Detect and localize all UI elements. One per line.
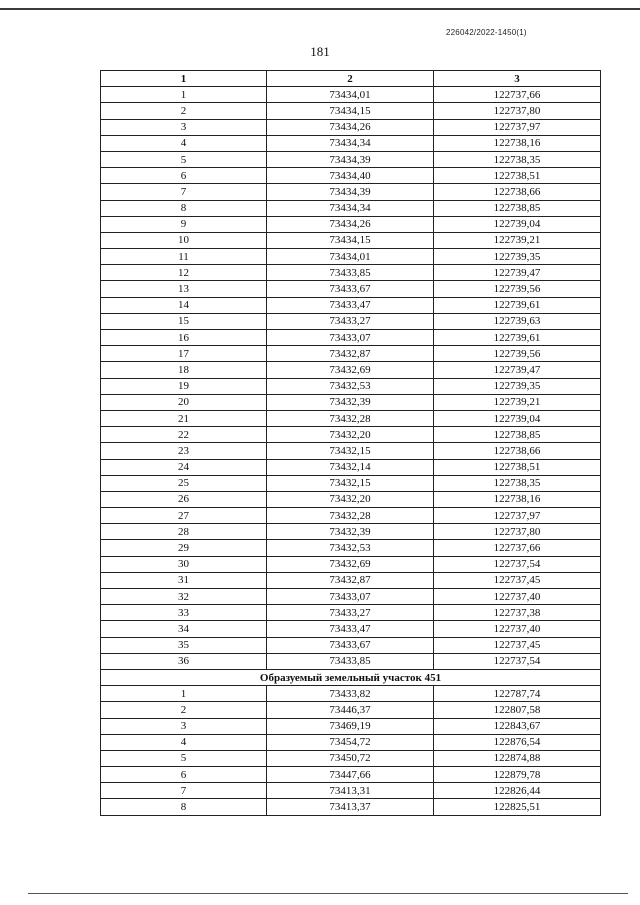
- y-coordinate-cell: 122739,21: [434, 394, 601, 410]
- x-coordinate-cell: 73433,85: [267, 265, 434, 281]
- x-coordinate-cell: 73433,47: [267, 297, 434, 313]
- x-coordinate-cell: 73432,69: [267, 362, 434, 378]
- point-number-cell: 19: [101, 378, 267, 394]
- table-row: [101, 168, 601, 184]
- column-header-3: 3: [434, 71, 601, 87]
- y-coordinate-cell: 122739,47: [434, 362, 601, 378]
- x-coordinate-cell: 73434,34: [267, 200, 434, 216]
- point-number-cell: 15: [101, 313, 267, 329]
- table-row: [101, 653, 601, 669]
- table-row: [101, 799, 601, 815]
- table-row: [101, 459, 601, 475]
- point-number-cell: 11: [101, 249, 267, 265]
- y-coordinate-cell: 122737,66: [434, 87, 601, 103]
- point-number-cell: 5: [101, 151, 267, 167]
- table-row: [101, 750, 601, 766]
- point-number-cell: 7: [101, 184, 267, 200]
- table-row: [101, 605, 601, 621]
- point-number-cell: 14: [101, 297, 267, 313]
- table-row: [101, 249, 601, 265]
- y-coordinate-cell: 122879,78: [434, 767, 601, 783]
- point-number-cell: 5: [101, 750, 267, 766]
- point-number-cell: 31: [101, 572, 267, 588]
- point-number-cell: 13: [101, 281, 267, 297]
- table-row: [101, 119, 601, 135]
- y-coordinate-cell: 122874,88: [434, 750, 601, 766]
- point-number-cell: 28: [101, 524, 267, 540]
- x-coordinate-cell: 73432,14: [267, 459, 434, 475]
- y-coordinate-cell: 122739,61: [434, 297, 601, 313]
- table-row: [101, 491, 601, 507]
- page-number: 181: [310, 44, 330, 59]
- point-number-cell: 32: [101, 589, 267, 605]
- y-coordinate-cell: 122807,58: [434, 702, 601, 718]
- column-header-2: 2: [267, 71, 434, 87]
- y-coordinate-cell: 122738,66: [434, 443, 601, 459]
- x-coordinate-cell: 73432,53: [267, 540, 434, 556]
- table-row: [101, 265, 601, 281]
- table-row: [101, 394, 601, 410]
- table-row: [101, 410, 601, 426]
- top-scan-rule: [0, 8, 640, 10]
- x-coordinate-cell: 73432,15: [267, 443, 434, 459]
- x-coordinate-cell: 73434,15: [267, 232, 434, 248]
- point-number-cell: 30: [101, 556, 267, 572]
- table-row: [101, 232, 601, 248]
- table-row: [101, 508, 601, 524]
- y-coordinate-cell: 122737,66: [434, 540, 601, 556]
- point-number-cell: 3: [101, 119, 267, 135]
- x-coordinate-cell: 73450,72: [267, 750, 434, 766]
- table-row: [101, 313, 601, 329]
- y-coordinate-cell: 122737,38: [434, 605, 601, 621]
- point-number-cell: 2: [101, 702, 267, 718]
- x-coordinate-cell: 73434,26: [267, 119, 434, 135]
- table-row: [101, 686, 601, 702]
- point-number-cell: 27: [101, 508, 267, 524]
- point-number-cell: 16: [101, 330, 267, 346]
- y-coordinate-cell: 122843,67: [434, 718, 601, 734]
- point-number-cell: 29: [101, 540, 267, 556]
- y-coordinate-cell: 122737,54: [434, 556, 601, 572]
- table-row: [101, 200, 601, 216]
- x-coordinate-cell: 73434,15: [267, 103, 434, 119]
- document-id: 226042/2022-1450(1): [446, 28, 527, 37]
- point-number-cell: 22: [101, 427, 267, 443]
- y-coordinate-cell: 122738,35: [434, 151, 601, 167]
- y-coordinate-cell: 122737,54: [434, 653, 601, 669]
- table-row: [101, 783, 601, 799]
- x-coordinate-cell: 73434,01: [267, 87, 434, 103]
- y-coordinate-cell: 122738,16: [434, 135, 601, 151]
- y-coordinate-cell: 122739,56: [434, 346, 601, 362]
- section-title-row: [101, 669, 601, 685]
- point-number-cell: 26: [101, 491, 267, 507]
- point-number-cell: 17: [101, 346, 267, 362]
- point-number-cell: 25: [101, 475, 267, 491]
- point-number-cell: 10: [101, 232, 267, 248]
- bottom-scan-rule: [28, 893, 628, 894]
- point-number-cell: 9: [101, 216, 267, 232]
- x-coordinate-cell: 73432,53: [267, 378, 434, 394]
- y-coordinate-cell: 122739,61: [434, 330, 601, 346]
- coordinates-table: [100, 70, 601, 816]
- table-row: [101, 184, 601, 200]
- table-row: [101, 135, 601, 151]
- y-coordinate-cell: 122737,97: [434, 119, 601, 135]
- y-coordinate-cell: 122739,35: [434, 249, 601, 265]
- x-coordinate-cell: 73433,27: [267, 313, 434, 329]
- y-coordinate-cell: 122738,51: [434, 459, 601, 475]
- y-coordinate-cell: 122826,44: [434, 783, 601, 799]
- y-coordinate-cell: 122739,04: [434, 410, 601, 426]
- x-coordinate-cell: 73413,37: [267, 799, 434, 815]
- point-number-cell: 35: [101, 637, 267, 653]
- table-row: [101, 734, 601, 750]
- y-coordinate-cell: 122739,21: [434, 232, 601, 248]
- y-coordinate-cell: 122739,35: [434, 378, 601, 394]
- x-coordinate-cell: 73432,39: [267, 394, 434, 410]
- point-number-cell: 24: [101, 459, 267, 475]
- x-coordinate-cell: 73432,39: [267, 524, 434, 540]
- point-number-cell: 23: [101, 443, 267, 459]
- point-number-cell: 21: [101, 410, 267, 426]
- x-coordinate-cell: 73432,20: [267, 427, 434, 443]
- point-number-cell: 8: [101, 799, 267, 815]
- table-row: [101, 362, 601, 378]
- y-coordinate-cell: 122739,56: [434, 281, 601, 297]
- y-coordinate-cell: 122737,40: [434, 621, 601, 637]
- point-number-cell: 34: [101, 621, 267, 637]
- y-coordinate-cell: 122737,45: [434, 572, 601, 588]
- table-header-row: [101, 71, 601, 87]
- x-coordinate-cell: 73432,28: [267, 508, 434, 524]
- point-number-cell: 7: [101, 783, 267, 799]
- table-body: [101, 87, 601, 815]
- y-coordinate-cell: 122737,45: [434, 637, 601, 653]
- y-coordinate-cell: 122787,74: [434, 686, 601, 702]
- x-coordinate-cell: 73433,47: [267, 621, 434, 637]
- x-coordinate-cell: 73433,67: [267, 637, 434, 653]
- table-row: [101, 378, 601, 394]
- x-coordinate-cell: 73469,19: [267, 718, 434, 734]
- x-coordinate-cell: 73434,39: [267, 184, 434, 200]
- point-number-cell: 6: [101, 767, 267, 783]
- section-title: Образуемый земельный участок 451: [101, 669, 601, 685]
- table-row: [101, 427, 601, 443]
- y-coordinate-cell: 122738,85: [434, 427, 601, 443]
- point-number-cell: 2: [101, 103, 267, 119]
- table-row: [101, 572, 601, 588]
- x-coordinate-cell: 73433,07: [267, 330, 434, 346]
- y-coordinate-cell: 122876,54: [434, 734, 601, 750]
- y-coordinate-cell: 122737,80: [434, 103, 601, 119]
- x-coordinate-cell: 73434,26: [267, 216, 434, 232]
- y-coordinate-cell: 122737,80: [434, 524, 601, 540]
- table-row: [101, 637, 601, 653]
- table-row: [101, 346, 601, 362]
- table-row: [101, 443, 601, 459]
- point-number-cell: 18: [101, 362, 267, 378]
- point-number-cell: 3: [101, 718, 267, 734]
- x-coordinate-cell: 73433,85: [267, 653, 434, 669]
- table-row: [101, 540, 601, 556]
- x-coordinate-cell: 73433,67: [267, 281, 434, 297]
- y-coordinate-cell: 122739,63: [434, 313, 601, 329]
- x-coordinate-cell: 73447,66: [267, 767, 434, 783]
- x-coordinate-cell: 73432,87: [267, 346, 434, 362]
- x-coordinate-cell: 73432,20: [267, 491, 434, 507]
- table-row: [101, 589, 601, 605]
- table-row: [101, 103, 601, 119]
- point-number-cell: 12: [101, 265, 267, 281]
- table-row: [101, 297, 601, 313]
- table-row: [101, 475, 601, 491]
- y-coordinate-cell: 122738,16: [434, 491, 601, 507]
- table-row: [101, 767, 601, 783]
- x-coordinate-cell: 73434,40: [267, 168, 434, 184]
- x-coordinate-cell: 73432,69: [267, 556, 434, 572]
- x-coordinate-cell: 73434,39: [267, 151, 434, 167]
- y-coordinate-cell: 122825,51: [434, 799, 601, 815]
- x-coordinate-cell: 73446,37: [267, 702, 434, 718]
- table-row: [101, 556, 601, 572]
- table-row: [101, 87, 601, 103]
- table-row: [101, 524, 601, 540]
- point-number-cell: 1: [101, 87, 267, 103]
- point-number-cell: 36: [101, 653, 267, 669]
- y-coordinate-cell: 122738,35: [434, 475, 601, 491]
- x-coordinate-cell: 73454,72: [267, 734, 434, 750]
- y-coordinate-cell: 122737,40: [434, 589, 601, 605]
- table-row: [101, 702, 601, 718]
- x-coordinate-cell: 73434,34: [267, 135, 434, 151]
- point-number-cell: 8: [101, 200, 267, 216]
- x-coordinate-cell: 73432,87: [267, 572, 434, 588]
- y-coordinate-cell: 122737,97: [434, 508, 601, 524]
- point-number-cell: 33: [101, 605, 267, 621]
- point-number-cell: 6: [101, 168, 267, 184]
- point-number-cell: 1: [101, 686, 267, 702]
- point-number-cell: 4: [101, 734, 267, 750]
- table-row: [101, 330, 601, 346]
- table-row: [101, 621, 601, 637]
- table-row: [101, 216, 601, 232]
- point-number-cell: 4: [101, 135, 267, 151]
- x-coordinate-cell: 73413,31: [267, 783, 434, 799]
- y-coordinate-cell: 122738,66: [434, 184, 601, 200]
- y-coordinate-cell: 122739,47: [434, 265, 601, 281]
- y-coordinate-cell: 122738,51: [434, 168, 601, 184]
- x-coordinate-cell: 73434,01: [267, 249, 434, 265]
- table-row: [101, 151, 601, 167]
- y-coordinate-cell: 122738,85: [434, 200, 601, 216]
- x-coordinate-cell: 73432,28: [267, 410, 434, 426]
- y-coordinate-cell: 122739,04: [434, 216, 601, 232]
- x-coordinate-cell: 73432,15: [267, 475, 434, 491]
- table-row: [101, 718, 601, 734]
- column-header-1: 1: [101, 71, 267, 87]
- x-coordinate-cell: 73433,07: [267, 589, 434, 605]
- x-coordinate-cell: 73433,27: [267, 605, 434, 621]
- x-coordinate-cell: 73433,82: [267, 686, 434, 702]
- table-row: [101, 281, 601, 297]
- point-number-cell: 20: [101, 394, 267, 410]
